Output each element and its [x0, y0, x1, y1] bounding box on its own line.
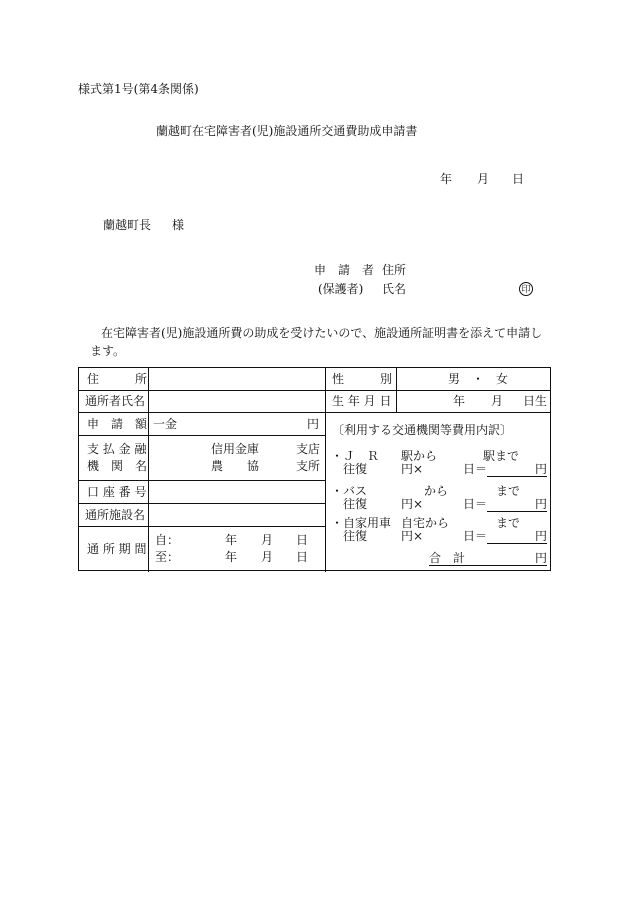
birthdate-header: 生 年 月 日 — [332, 394, 392, 408]
statement-line-1: 在宅障害者(児)施設通所費の助成を受けたいので、施設通所証明書を添えて申請し — [101, 326, 543, 340]
period-to-label: 至： — [155, 550, 180, 564]
bank-branch: 支店 — [296, 442, 321, 456]
amount-header: 申 請 額 — [87, 417, 148, 431]
period-to-month: 月 — [261, 550, 274, 564]
bus-yen-times: 円× — [401, 497, 424, 511]
statement-line-2: ます。 — [90, 344, 126, 358]
applicant-label: 申 請 者 — [314, 263, 375, 277]
car-yen-times: 円× — [401, 529, 424, 543]
date-day: 日 — [512, 172, 525, 186]
car-amount-line — [487, 529, 547, 544]
bank-shinkin: 信用金庫 — [211, 442, 260, 456]
period-from-year: 年 — [225, 533, 238, 547]
facility-header: 通所施設名 — [85, 508, 146, 522]
gender-header: 性 別 — [332, 372, 393, 386]
car-yen: 円 — [487, 529, 547, 544]
car-days-eq: 日＝ — [463, 529, 488, 543]
bus-from: から — [424, 484, 449, 498]
amount-prefix: 一金 — [153, 417, 178, 431]
period-header: 通 所 期 間 — [87, 542, 147, 556]
jr-round-trip: 往復 — [343, 462, 368, 476]
jr-from: 駅から — [401, 449, 438, 463]
application-table — [78, 367, 551, 571]
date-year: 年 — [440, 172, 453, 186]
bank-header-2: 機 関 名 — [87, 459, 148, 473]
document-title: 蘭越町在宅障害者(児)施設通所交通費助成申請書 — [156, 124, 418, 138]
bus-round-trip: 往復 — [343, 497, 368, 511]
user-name-header: 通所者氏名 — [85, 394, 146, 408]
addressee-name: 蘭越町長 — [103, 218, 152, 232]
period-to-day: 日 — [296, 550, 309, 564]
address-header: 住 所 — [87, 372, 148, 386]
name-label: 氏名 — [382, 282, 407, 296]
birth-day: 日生 — [523, 394, 548, 408]
bank-office: 支所 — [296, 459, 321, 473]
total-label: 合 計 — [429, 551, 466, 565]
address-label: 住所 — [382, 263, 407, 277]
bus-to: まで — [496, 484, 521, 498]
period-from-label: 自： — [155, 533, 180, 547]
date-month: 月 — [477, 172, 490, 186]
bus-yen: 円 — [487, 497, 547, 512]
gender-options[interactable]: 男 ・ 女 — [448, 372, 509, 386]
jr-to: 駅まで — [483, 449, 520, 463]
jr-label: ・Ｊ Ｒ — [331, 449, 380, 463]
birth-month: 月 — [491, 394, 504, 408]
bank-header-1: 支 払 金 融 — [87, 442, 147, 456]
jr-yen: 円 — [487, 462, 547, 477]
birth-year: 年 — [453, 394, 466, 408]
breakdown-title: 〔利用する交通機関等費用内訳〕 — [332, 423, 513, 437]
bus-amount-line — [487, 497, 547, 512]
addressee-suffix: 様 — [172, 218, 185, 232]
period-to-year: 年 — [225, 550, 238, 564]
car-to: まで — [496, 516, 521, 530]
period-from-month: 月 — [261, 533, 274, 547]
total-unit: 円 — [534, 551, 547, 565]
guardian-label: (保護者) — [318, 282, 364, 296]
jr-days-eq: 日＝ — [463, 462, 488, 476]
bus-days-eq: 日＝ — [463, 497, 488, 511]
jr-yen-times: 円× — [401, 462, 424, 476]
bank-nokyo: 農 協 — [211, 459, 260, 473]
bus-label: ・バス — [331, 484, 368, 498]
seal-mark: 印 — [519, 282, 533, 296]
period-from-day: 日 — [296, 533, 309, 547]
form-number: 様式第1号(第4条関係) — [78, 82, 199, 96]
total-row — [429, 551, 547, 566]
car-from: 自宅から — [401, 516, 450, 530]
amount-unit: 円 — [307, 417, 320, 431]
car-label: ・自家用車 — [331, 516, 392, 530]
jr-amount-line — [487, 462, 547, 477]
account-header: 口 座 番 号 — [87, 485, 147, 499]
car-round-trip: 往復 — [343, 529, 368, 543]
